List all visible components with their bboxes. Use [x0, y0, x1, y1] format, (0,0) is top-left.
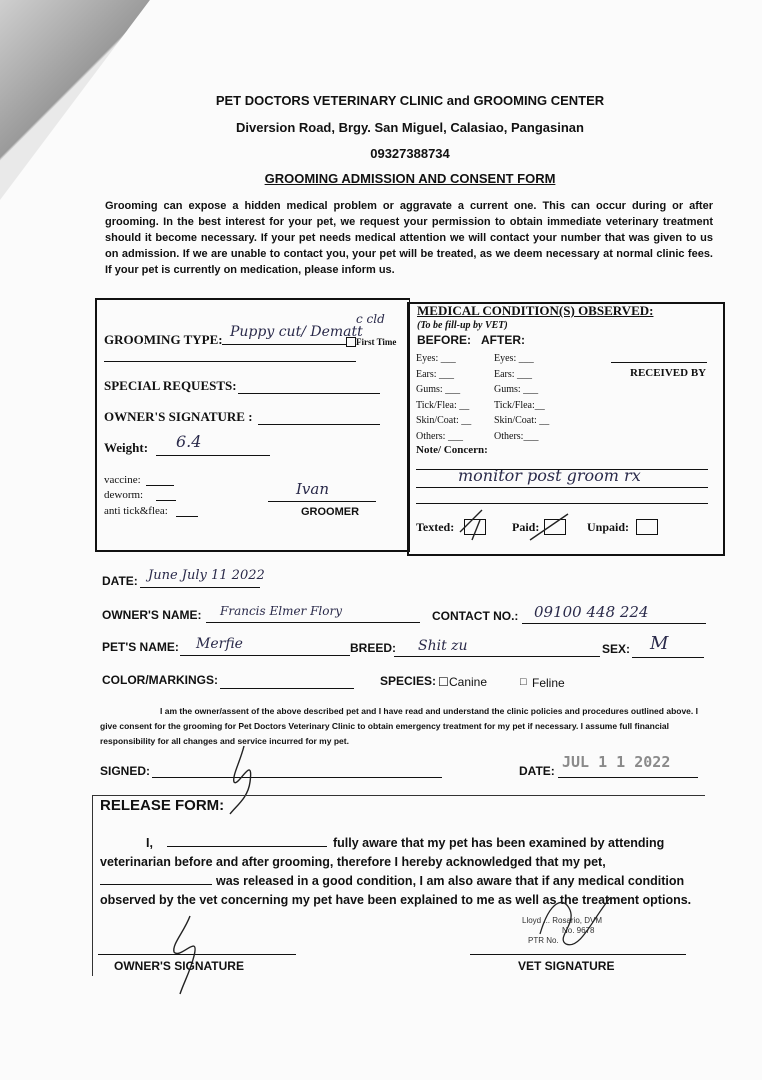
after-ears: Ears: ___ — [494, 368, 533, 380]
breed-label: BREED: — [350, 641, 397, 655]
special-requests-label: SPECIAL REQUESTS: — [104, 378, 237, 393]
weight-value[interactable]: 6.4 — [176, 432, 202, 451]
release-line-1: fully aware that my pet has been examined by attending — [332, 836, 665, 850]
pet-name-line — [180, 654, 350, 656]
grooming-type-line-2 — [104, 360, 356, 362]
vaccine-label: vaccine: — [104, 474, 141, 486]
date-stamp: JUL 1 1 2022 — [562, 753, 671, 771]
grooming-type-extra: c cld — [356, 312, 385, 326]
groomer-label: GROOMER — [301, 506, 360, 518]
release-i: I, — [146, 836, 153, 850]
release-line-4: observed by the vet concerning my pet have been explained to me as well as the treatment options. — [100, 893, 692, 907]
color-line — [220, 687, 354, 689]
owner-name-value[interactable]: Francis Elmer Flory — [220, 604, 343, 618]
signed-line — [152, 776, 442, 778]
after-gums: Gums: ___ — [494, 384, 539, 395]
received-by-label: RECEIVED BY — [630, 367, 707, 379]
medical-subtitle: (To be fill-up by VET) — [417, 320, 508, 331]
checkmark-strokes — [452, 504, 582, 544]
date-line — [140, 586, 260, 588]
release-name-line[interactable] — [167, 846, 327, 847]
grooming-type-value[interactable]: Puppy cut/ Dematt — [230, 324, 363, 340]
groomer-line — [268, 500, 376, 502]
clinic-phone: 09327388734 — [370, 146, 450, 161]
contact-line — [522, 622, 706, 624]
canine-label: Canine — [449, 675, 488, 689]
owner-signature-line — [258, 423, 380, 425]
after-label: AFTER: — [481, 333, 525, 347]
vet-stamp-ptr: PTR No. — [528, 936, 559, 945]
species-label: SPECIES: — [380, 674, 437, 688]
owner-name-line — [206, 621, 420, 623]
texted-label: Texted: — [416, 520, 455, 534]
intro-paragraph: Grooming can expose a hidden medical problem or aggravate a current one. This can occur during or after grooming. In the best interest for your pet, we request your permission to obtain immediate veterinary treatment should it become necessary. If your pet needs medical attention we will contact your number that was given to us on admission. If we are unable to contact you, your pet will be treated, as we deem necessary at normal clinic fees. If your pet is currently on medication, please inform us. — [105, 200, 713, 276]
owner-signature-label: OWNER'S SIGNATURE : — [104, 409, 253, 424]
unpaid-label: Unpaid: — [587, 520, 630, 534]
clinic-address: Diversion Road, Brgy. San Miguel, Calasiao, Pangasinan — [236, 120, 584, 135]
before-skin: Skin/Coat: __ — [416, 415, 472, 426]
first-time-checkbox[interactable] — [346, 337, 356, 347]
date2-label: DATE: — [519, 764, 555, 778]
after-list — [494, 351, 549, 444]
before-others: Others: ___ — [416, 430, 463, 442]
vet-sig-label: VET SIGNATURE — [518, 959, 615, 973]
breed-line — [394, 655, 600, 657]
grooming-type-line — [222, 343, 346, 345]
note-value[interactable]: monitor post groom rx — [458, 466, 641, 485]
note-line-2 — [416, 486, 708, 488]
vet-stamp-license: No. 9678 — [562, 926, 595, 935]
medical-title: MEDICAL CONDITION(S) OBSERVED: — [417, 303, 654, 318]
unpaid-checkbox[interactable] — [636, 519, 658, 535]
sex-line — [632, 656, 704, 658]
note-label: Note/ Concern: — [416, 444, 488, 456]
release-line-3: was released in a good condition, I am also aware that if any medical condition — [216, 874, 685, 888]
tick-label: anti tick&flea: — [104, 505, 168, 517]
groomer-name: Ivan — [296, 480, 330, 498]
vet-signature-scribble — [530, 890, 620, 950]
vet-stamp-name: Lloyd ... Rosario, DVM — [522, 916, 603, 925]
sex-label: SEX: — [602, 642, 631, 656]
special-requests-line — [238, 392, 380, 394]
signed-label: SIGNED: — [100, 764, 151, 778]
first-time-label: First Time — [356, 337, 397, 347]
contact-label: CONTACT NO.: — [432, 609, 519, 623]
before-label: BEFORE: — [417, 333, 471, 347]
date-value[interactable]: June July 11 2022 — [148, 568, 265, 583]
release-title: RELEASE FORM: — [100, 797, 225, 814]
owner-name-label: OWNER'S NAME: — [102, 608, 202, 622]
color-label: COLOR/MARKINGS: — [102, 673, 218, 687]
release-line-2: veterinarian before and after grooming, therefore I hereby acknowledged that my pet, — [100, 855, 606, 869]
deworm-label: deworm: — [104, 489, 144, 501]
vaccine-line — [146, 484, 174, 486]
before-gums: Gums: ___ — [416, 384, 461, 395]
breed-value[interactable]: Shit zu — [418, 638, 468, 654]
feline-label: Feline — [532, 676, 565, 690]
deworm-line — [156, 499, 176, 501]
pet-name-value[interactable]: Merfie — [196, 636, 243, 652]
feline-checkbox[interactable]: □ — [520, 676, 527, 688]
owner-sig-label: OWNER'S SIGNATURE — [114, 959, 244, 973]
before-ears: Ears: ___ — [416, 368, 455, 380]
canine-checkbox[interactable]: ☐ — [438, 675, 449, 689]
pet-name-label: PET'S NAME: — [102, 640, 179, 654]
grooming-type-label: GROOMING TYPE: — [104, 332, 223, 347]
date2-line — [558, 776, 698, 778]
after-skin: Skin/Coat: __ — [494, 415, 550, 426]
form-title: GROOMING ADMISSION AND CONSENT FORM — [264, 171, 556, 186]
date-label: DATE: — [102, 574, 138, 588]
owner-release-scribble — [160, 912, 210, 996]
vet-sig-line — [470, 953, 686, 955]
before-tick: Tick/Flea: __ — [416, 399, 470, 411]
weight-label: Weight: — [104, 440, 149, 455]
before-eyes: Eyes: ___ — [416, 353, 456, 364]
received-by-line — [611, 361, 707, 363]
sex-value[interactable]: M — [650, 633, 669, 654]
consent-paragraph: I am the owner/assent of the above described pet and I have read and understand the clinic policies and procedures outlined above. I give consent for the grooming for Pet Doctors Veterinary Clinic to obtain emergency treatment for my pet if necessary. I assume full financial responsibility for all changes and service incurred for my pet. — [100, 706, 698, 746]
weight-line — [156, 454, 270, 456]
tick-line — [176, 515, 198, 517]
release-pet-line[interactable] — [100, 884, 212, 885]
contact-value[interactable]: 09100 448 224 — [534, 603, 649, 621]
clinic-name: PET DOCTORS VETERINARY CLINIC and GROOMING CENTER — [215, 93, 605, 108]
after-others: Others:___ — [494, 430, 539, 442]
paid-label: Paid: — [512, 520, 540, 534]
after-tick: Tick/Flea:__ — [494, 399, 545, 411]
after-eyes: Eyes: ___ — [494, 353, 534, 364]
before-list — [416, 351, 471, 444]
